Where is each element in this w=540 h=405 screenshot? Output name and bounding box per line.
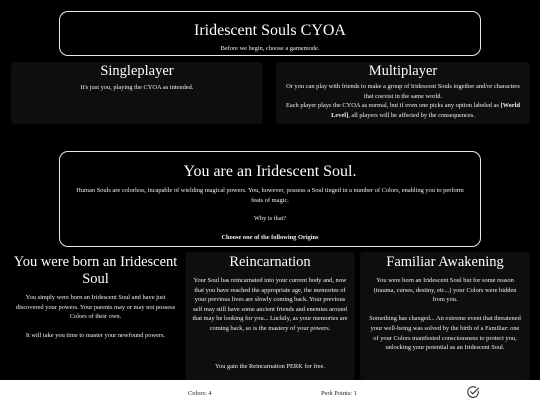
origin-title: You were born an Iridescent Soul [13, 254, 178, 287]
origin-section-box [59, 151, 481, 247]
multiplayer-text-2b: , all players will be affected by the consequences. [348, 111, 475, 119]
origin-paragraph: You gain the Reincarnation PERK for free. [215, 363, 325, 371]
check-circle-icon[interactable] [466, 385, 480, 399]
singleplayer-option[interactable] [11, 62, 263, 124]
origin-section-title: You are an Iridescent Soul. [183, 163, 357, 180]
colors-counter: Colors: 4 [188, 390, 212, 397]
perk-points-counter: Perk Points: 1 [321, 390, 357, 397]
origin-description [191, 276, 349, 372]
origin-title: Reincarnation [229, 254, 311, 270]
origin-reincarnation-option[interactable] [185, 252, 355, 380]
origin-title: Familiar Awakening [386, 254, 504, 270]
origin-section-text: Human Souls are colorless, incapable of wielding magical powers. You, however, possess a Soul tinged in a number of Colors, enabling you to perform feats of magic. [76, 187, 464, 204]
origin-question: Why is that? [253, 215, 287, 223]
status-bar [0, 380, 540, 405]
cyoa-title: Iridescent Souls CYOA [194, 22, 346, 39]
origin-familiar-option[interactable] [360, 252, 530, 380]
gamemode-prompt: Before we begin, choose a gamemode. [220, 45, 320, 52]
origin-description [11, 293, 180, 341]
origin-paragraph: Something has changed... An extreme event that threatened your well-being was solved by the birth of a Familiar: one of your Colors manifested consciousness to protect you, unlocking your potential as an Iridescent Soul. [369, 315, 521, 352]
origin-paragraph: You were born an Iridescent Soul but for some reason (trauma, curses, destiny, etc...) your Colors were hidden from you. [373, 277, 517, 304]
multiplayer-option[interactable] [276, 62, 530, 124]
multiplayer-text-2a: Each player plays the CYOA as normal, but if even one picks any option labeled as [285, 102, 501, 110]
origin-description [368, 276, 522, 353]
intro-header-box [59, 11, 481, 56]
multiplayer-text-1: Or you can play with friends to make a group of Iridescent Souls together and/or characters that coexist in the same world. [286, 83, 520, 100]
world-level-tag: [World Level] [331, 102, 521, 119]
origin-paragraph: Your Soul has reincarnated into your current body and, now that you have reached the appropriate age, the memories of your previous lives are slowly coming back. Your previous self may still have some ancient friends and enemies around that may be looking for you... Luckily, as your memories are coming back, so is the mastery of your powers. [192, 277, 348, 332]
singleplayer-title: Singleplayer [100, 63, 174, 79]
multiplayer-title: Multiplayer [368, 63, 438, 79]
origin-born-option[interactable] [11, 252, 180, 380]
origin-paragraph: It will take you time to master your newfound powers. [25, 332, 166, 340]
singleplayer-description: It's just you, playing the CYOA as intended. [80, 84, 194, 91]
origin-instruction: Choose one of the following Origins [221, 233, 319, 241]
multiplayer-description [281, 82, 525, 120]
origin-paragraph: You simply were born an Iridescent Soul and have just discovered your powers. Your parents may or may not possess Colors of their own. [15, 294, 176, 321]
